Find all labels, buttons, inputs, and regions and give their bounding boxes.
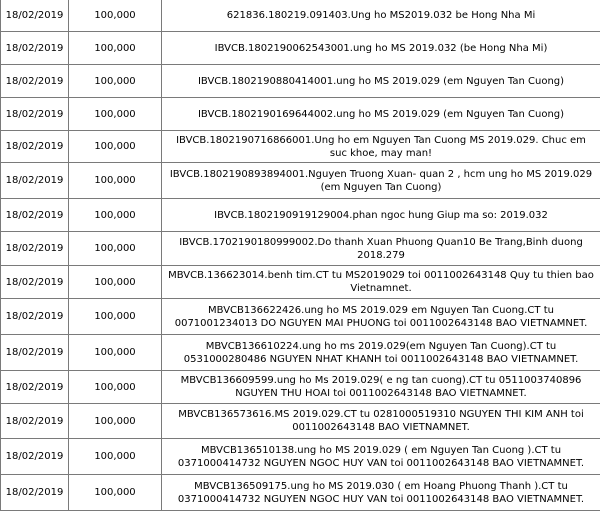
- table-row: [1, 131, 600, 163]
- description-cell: MBVCB.136623014.benh tim.CT tu MS2019029 toi 0011002643148 Quy tu thien bao Vietnamnet.: [162, 266, 600, 299]
- description-cell: IBVCB.1802190062543001.ung ho MS 2019.032 (be Hong Nha Mi): [162, 32, 600, 65]
- date-cell: 18/02/2019: [1, 131, 69, 163]
- amount-cell: 100,000: [69, 439, 162, 475]
- amount-cell: 100,000: [69, 299, 162, 335]
- amount-cell: 100,000: [69, 199, 162, 232]
- table-row: [1, 266, 600, 299]
- description-cell: MBVCB136509175.ung ho MS 2019.030 ( em Hoang Phuong Thanh ).CT tu 0371000414732 NGUYEN NGOC HUY VAN toi 0011002643148 BAO VIETNAMNET.: [162, 475, 600, 511]
- description-cell: IBVCB.1802190880414001.ung ho MS 2019.029 (em Nguyen Tan Cuong): [162, 65, 600, 98]
- date-cell: 18/02/2019: [1, 199, 69, 232]
- table-row: [1, 335, 600, 371]
- description-cell: MBVCB136622426.ung ho MS 2019.029 em Nguyen Tan Cuong.CT tu 0071001234013 DO NGUYEN MAI PHUONG toi 0011002643148 BAO VIETNAMNET.: [162, 299, 600, 335]
- table-row: [1, 163, 600, 199]
- table-row: [1, 404, 600, 439]
- description-cell: MBVCB136610224.ung ho ms 2019.029(em Nguyen Tan Cuong).CT tu 0531000280486 NGUYEN NHAT KHANH toi 0011002643148 BAO VIETNAMNET.: [162, 335, 600, 371]
- amount-cell: 100,000: [69, 371, 162, 404]
- date-cell: 18/02/2019: [1, 0, 69, 32]
- date-cell: 18/02/2019: [1, 163, 69, 199]
- table-row: [1, 299, 600, 335]
- amount-cell: 100,000: [69, 32, 162, 65]
- date-cell: 18/02/2019: [1, 232, 69, 266]
- description-cell: IBVCB.1802190169644002.ung ho MS 2019.029 (em Nguyen Tan Cuong): [162, 98, 600, 131]
- amount-cell: 100,000: [69, 0, 162, 32]
- date-cell: 18/02/2019: [1, 404, 69, 439]
- date-cell: 18/02/2019: [1, 98, 69, 131]
- date-cell: 18/02/2019: [1, 335, 69, 371]
- date-cell: 18/02/2019: [1, 439, 69, 475]
- date-cell: 18/02/2019: [1, 371, 69, 404]
- table-row: [1, 199, 600, 232]
- amount-cell: 100,000: [69, 65, 162, 98]
- table-row: [1, 475, 600, 511]
- amount-cell: 100,000: [69, 98, 162, 131]
- date-cell: 18/02/2019: [1, 299, 69, 335]
- table-row: [1, 65, 600, 98]
- amount-cell: 100,000: [69, 163, 162, 199]
- table-row: [1, 232, 600, 266]
- table-row: [1, 98, 600, 131]
- date-cell: 18/02/2019: [1, 32, 69, 65]
- description-cell: IBVCB.1802190919129004.phan ngoc hung Giup ma so: 2019.032: [162, 199, 600, 232]
- amount-cell: 100,000: [69, 475, 162, 511]
- description-cell: 621836.180219.091403.Ung ho MS2019.032 be Hong Nha Mi: [162, 0, 600, 32]
- amount-cell: 100,000: [69, 266, 162, 299]
- description-cell: IBVCB.1802190716866001.Ung ho em Nguyen Tan Cuong MS 2019.029. Chuc em suc khoe, may man!: [162, 131, 600, 163]
- date-cell: 18/02/2019: [1, 266, 69, 299]
- amount-cell: 100,000: [69, 131, 162, 163]
- amount-cell: 100,000: [69, 404, 162, 439]
- description-cell: IBVCB.1702190180999002.Do thanh Xuan Phuong Quan10 Be Trang,Binh duong 2018.279: [162, 232, 600, 266]
- date-cell: 18/02/2019: [1, 65, 69, 98]
- description-cell: MBVCB136510138.ung ho MS 2019.029 ( em Nguyen Tan Cuong ).CT tu 0371000414732 NGUYEN NGOC HUY VAN toi 0011002643148 BAO VIETNAMNET.: [162, 439, 600, 475]
- description-cell: MBVCB136609599.ung ho Ms 2019.029( e ng tan cuong).CT tu 0511003740896 NGUYEN THU HOAI toi 0011002643148 BAO VIETNAMNET.: [162, 371, 600, 404]
- amount-cell: 100,000: [69, 335, 162, 371]
- date-cell: 18/02/2019: [1, 475, 69, 511]
- description-cell: MBVCB136573616.MS 2019.029.CT tu 0281000519310 NGUYEN THI KIM ANH toi 0011002643148 BAO VIETNAMNET.: [162, 404, 600, 439]
- amount-cell: 100,000: [69, 232, 162, 266]
- table-row: [1, 0, 600, 32]
- description-cell: IBVCB.1802190893894001.Nguyen Truong Xuan- quan 2 , hcm ung ho MS 2019.029 (em Nguyen Tan Cuong): [162, 163, 600, 199]
- table-row: [1, 32, 600, 65]
- table-row: [1, 439, 600, 475]
- table-row: [1, 371, 600, 404]
